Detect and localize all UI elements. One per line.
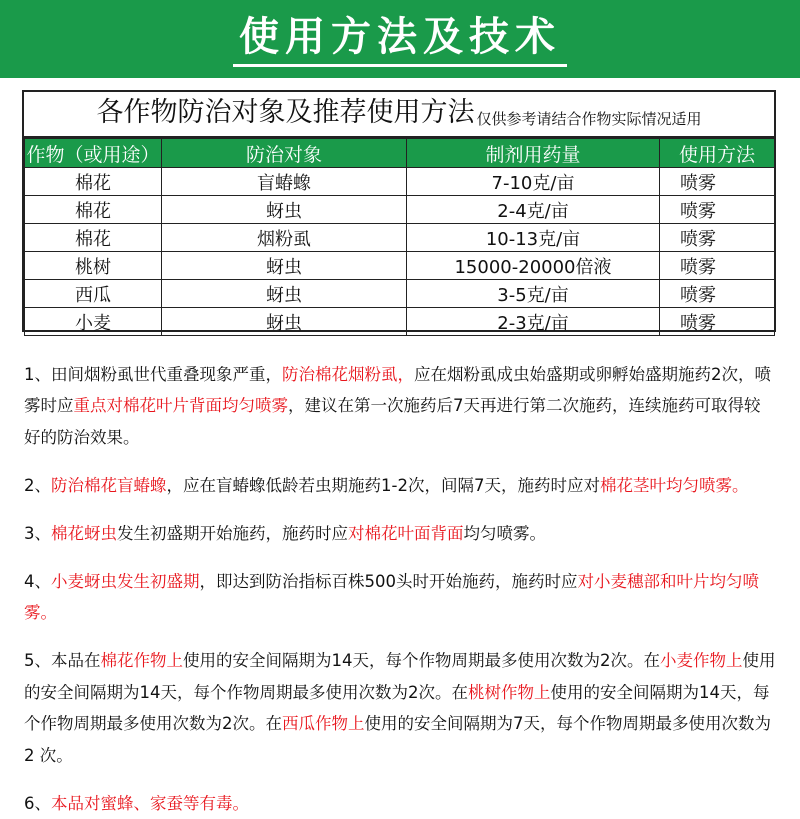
note-highlight: 本品对蜜蜂、家蚕等有毒。 — [51, 794, 249, 813]
table-row — [25, 224, 775, 252]
note-highlight: 重点对棉花叶片背面均匀喷雾 — [74, 396, 289, 415]
usage-table — [24, 138, 775, 336]
cell-crop: 西瓜 — [25, 280, 162, 308]
note-segment: 应在烟粉虱成虫始盛期或卵孵始盛期施药2次，喷雾时应 — [24, 365, 771, 416]
note-segment: 1、田间烟粉虱世代重叠现象严重， — [24, 365, 282, 384]
cell-method: 喷雾 — [660, 308, 775, 336]
note-segment: 5、本品在 — [24, 651, 101, 670]
note-3 — [24, 518, 776, 550]
column-header-dosage: 制剂用药量 — [407, 139, 660, 168]
table-row — [25, 252, 775, 280]
table-header-row — [25, 139, 775, 168]
table-heading — [24, 92, 774, 138]
note-highlight: 棉花蚜虫 — [51, 524, 117, 543]
note-5 — [24, 645, 776, 771]
note-segment: 使用的安全间隔期为14天，每个作物周期最多使用次数为2次。在 — [24, 651, 776, 702]
column-header-method: 使用方法 — [660, 139, 775, 168]
note-segment: 4、 — [24, 572, 51, 591]
note-segment: 使用的安全间隔期为14天，每个作物周期最多使用次数为2次。在 — [24, 683, 770, 734]
note-6 — [24, 788, 776, 819]
note-highlight: 桃树作物上 — [468, 683, 551, 702]
cell-dosage: 15000-20000倍液 — [407, 252, 660, 280]
note-segment: 使用的安全间隔期为7天，每个作物周期最多使用次数为2 次。 — [24, 714, 771, 765]
table-row — [25, 196, 775, 224]
cell-dosage: 2-4克/亩 — [407, 196, 660, 224]
table-row — [25, 308, 775, 336]
usage-table-frame — [22, 90, 776, 332]
note-highlight: 对小麦穗部和叶片均匀喷雾。 — [24, 572, 759, 623]
note-2 — [24, 470, 776, 502]
table-heading-note: 仅供参考请结合作物实际情况适用 — [476, 108, 701, 129]
note-4 — [24, 566, 776, 629]
note-highlight: 棉花茎叶均匀喷雾。 — [600, 476, 749, 495]
cell-target: 蚜虫 — [162, 252, 407, 280]
cell-target: 盲蝽蟓 — [162, 168, 407, 196]
cell-method: 喷雾 — [660, 196, 775, 224]
note-highlight: 防治棉花烟粉虱， — [282, 365, 414, 384]
cell-dosage: 7-10克/亩 — [407, 168, 660, 196]
page-title: 使用方法及技术 — [233, 12, 567, 67]
table-heading-main: 各作物防治对象及推荐使用方法 — [96, 90, 474, 129]
note-segment: 使用的安全间隔期为14天，每个作物周期最多使用次数为2次。在 — [183, 651, 660, 670]
cell-method: 喷雾 — [660, 224, 775, 252]
note-segment: ，即达到防治指标百株500头时开始施药，施药时应 — [200, 572, 578, 591]
note-segment: 发生初盛期开始施药，施药时应 — [117, 524, 348, 543]
cell-crop: 棉花 — [25, 168, 162, 196]
cell-method: 喷雾 — [660, 252, 775, 280]
usage-notes — [24, 342, 776, 819]
note-segment: ，应在盲蝽蟓低龄若虫期施药1-2次，间隔7天，施药时应对 — [167, 476, 600, 495]
cell-crop: 桃树 — [25, 252, 162, 280]
title-banner — [0, 0, 800, 78]
table-row — [25, 280, 775, 308]
note-highlight: 对棉花叶面背面 — [348, 524, 464, 543]
note-highlight: 棉花作物上 — [101, 651, 184, 670]
cell-target: 蚜虫 — [162, 308, 407, 336]
note-segment: 2、 — [24, 476, 51, 495]
note-highlight: 小麦作物上 — [660, 651, 743, 670]
cell-crop: 棉花 — [25, 224, 162, 252]
note-segment: ，建议在第一次施药后7天再进行第二次施药，连续施药可取得较好的防治效果。 — [24, 396, 761, 447]
column-header-crop: 作物（或用途） — [25, 139, 162, 168]
note-1 — [24, 359, 776, 454]
cell-dosage: 3-5克/亩 — [407, 280, 660, 308]
note-highlight: 小麦蚜虫发生初盛期 — [51, 572, 200, 591]
cell-method: 喷雾 — [660, 168, 775, 196]
cell-target: 烟粉虱 — [162, 224, 407, 252]
cell-dosage: 10-13克/亩 — [407, 224, 660, 252]
cell-target: 蚜虫 — [162, 196, 407, 224]
cell-method: 喷雾 — [660, 280, 775, 308]
note-segment: 均匀喷雾。 — [464, 524, 547, 543]
cell-target: 蚜虫 — [162, 280, 407, 308]
cell-crop: 小麦 — [25, 308, 162, 336]
note-highlight: 防治棉花盲蝽蟓 — [51, 476, 167, 495]
table-row — [25, 168, 775, 196]
note-highlight: 西瓜作物上 — [282, 714, 365, 733]
cell-dosage: 2-3克/亩 — [407, 308, 660, 336]
cell-crop: 棉花 — [25, 196, 162, 224]
note-segment: 3、 — [24, 524, 51, 543]
column-header-target: 防治对象 — [162, 139, 407, 168]
note-segment: 6、 — [24, 794, 51, 813]
